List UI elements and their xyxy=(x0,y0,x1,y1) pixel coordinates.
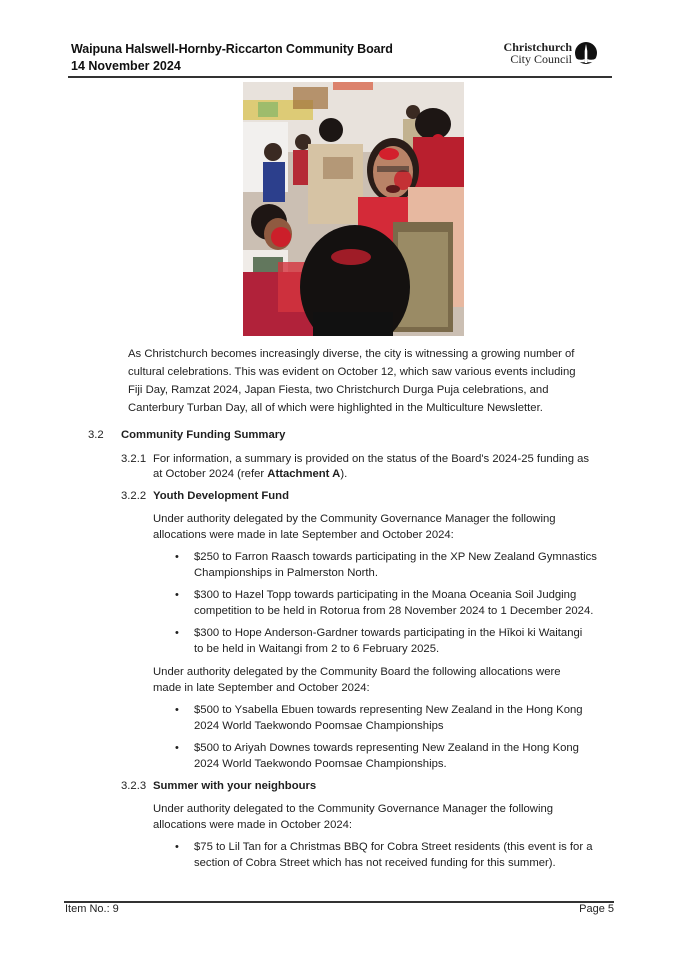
cathedral-logo-icon xyxy=(574,42,598,66)
section-3-2-2-number: 3.2.2 xyxy=(121,490,147,502)
logo-text-city-council: City Council xyxy=(510,52,572,66)
section-3-2-1-line-1: For information, a summary is provided on the status of the Board's 2024-25 funding as xyxy=(153,453,590,465)
board-bullet-2-line-1: $500 to Ariyah Downes towards representing New Zealand in the Hong Kong xyxy=(194,742,579,754)
youth-bullet-3-line-2: to be held in Waitangi from 2 to 6 February 2025. xyxy=(194,643,440,655)
celebration-photo-image xyxy=(243,82,464,336)
attachment-a-link: Attachment A xyxy=(267,468,341,480)
logo-text-christchurch: Christchurch xyxy=(503,40,572,54)
section-3-2-2-heading: Youth Development Fund xyxy=(153,490,289,502)
section-3-2-number: 3.2 xyxy=(88,429,104,441)
council-logo xyxy=(488,41,598,69)
board-bullet-1-line-1: $500 to Ysabella Ebuen towards representing New Zealand in the Hong Kong xyxy=(194,704,583,716)
bullet-marker: • xyxy=(175,742,179,754)
section-3-2-1-line-2: at October 2024 (refer Attachment A). xyxy=(153,468,348,480)
page-number: Page 5 xyxy=(579,903,614,915)
summer-bullet-1-line-1: $75 to Lil Tan for a Christmas BBQ for Cobra Street residents (this event is for a xyxy=(194,841,593,853)
durga-puja-photo xyxy=(243,82,464,336)
footer-divider xyxy=(64,901,614,903)
item-number: Item No.: 9 xyxy=(65,903,119,915)
youth-para1-line-2: allocations were made in late September and October 2024: xyxy=(153,529,454,541)
bullet-marker: • xyxy=(175,589,179,601)
intro-line-3: Fiji Day, Ramzat 2024, Japan Fiesta, two Christchurch Durga Puja celebrations, and xyxy=(128,384,549,396)
section-3-2-3-number: 3.2.3 xyxy=(121,780,147,792)
youth-bullet-3-line-1: $300 to Hope Anderson-Gardner towards participating in the Hīkoi ki Waitangi xyxy=(194,627,583,639)
intro-line-4: Canterbury Turban Day, all of which were highlighted in the Multiculture Newsletter. xyxy=(128,402,543,414)
section-3-2-heading: Community Funding Summary xyxy=(121,429,286,441)
youth-bullet-1-line-1: $250 to Farron Raasch towards participating in the XP New Zealand Gymnastics xyxy=(194,551,597,563)
youth-bullet-2-line-1: $300 to Hazel Topp towards participating in the Moana Oceania Soil Judging xyxy=(194,589,577,601)
summer-para-line-2: allocations were made in October 2024: xyxy=(153,819,353,831)
bullet-marker: • xyxy=(175,841,179,853)
intro-line-1: As Christchurch becomes increasingly diverse, the city is witnessing a growing number of xyxy=(128,348,575,360)
youth-bullet-2-line-2: competition to be held in Rotorua from 28 November 2024 to 1 December 2024. xyxy=(194,605,594,617)
youth-para2-line-1: Under authority delegated by the Community Board the following allocations were xyxy=(153,666,561,678)
youth-para2-line-2: made in late September and October 2024: xyxy=(153,682,370,694)
summer-bullet-1-line-2: section of Cobra Street which has not received funding for this summer). xyxy=(194,857,556,869)
board-title: Waipuna Halswell-Hornby-Riccarton Community Board xyxy=(71,42,393,56)
intro-line-2: cultural celebrations. This was evident on October 12, which saw various events including xyxy=(128,366,576,378)
youth-para1-line-1: Under authority delegated by the Community Governance Manager the following xyxy=(153,513,556,525)
meeting-date: 14 November 2024 xyxy=(71,59,181,73)
section-3-2-3-heading: Summer with your neighbours xyxy=(153,780,317,792)
bullet-marker: • xyxy=(175,627,179,639)
section-3-2-1-number: 3.2.1 xyxy=(121,453,147,465)
page-header xyxy=(68,41,612,75)
board-bullet-2-line-2: 2024 World Taekwondo Poomsae Championships. xyxy=(194,758,447,770)
summer-para-line-1: Under authority delegated to the Community Governance Manager the following xyxy=(153,803,554,815)
bullet-marker: • xyxy=(175,704,179,716)
youth-bullet-1-line-2: Championships in Palmerston North. xyxy=(194,567,378,579)
header-divider xyxy=(68,76,612,78)
board-bullet-1-line-2: 2024 World Taekwondo Poomsae Championships xyxy=(194,720,444,732)
bullet-marker: • xyxy=(175,551,179,563)
